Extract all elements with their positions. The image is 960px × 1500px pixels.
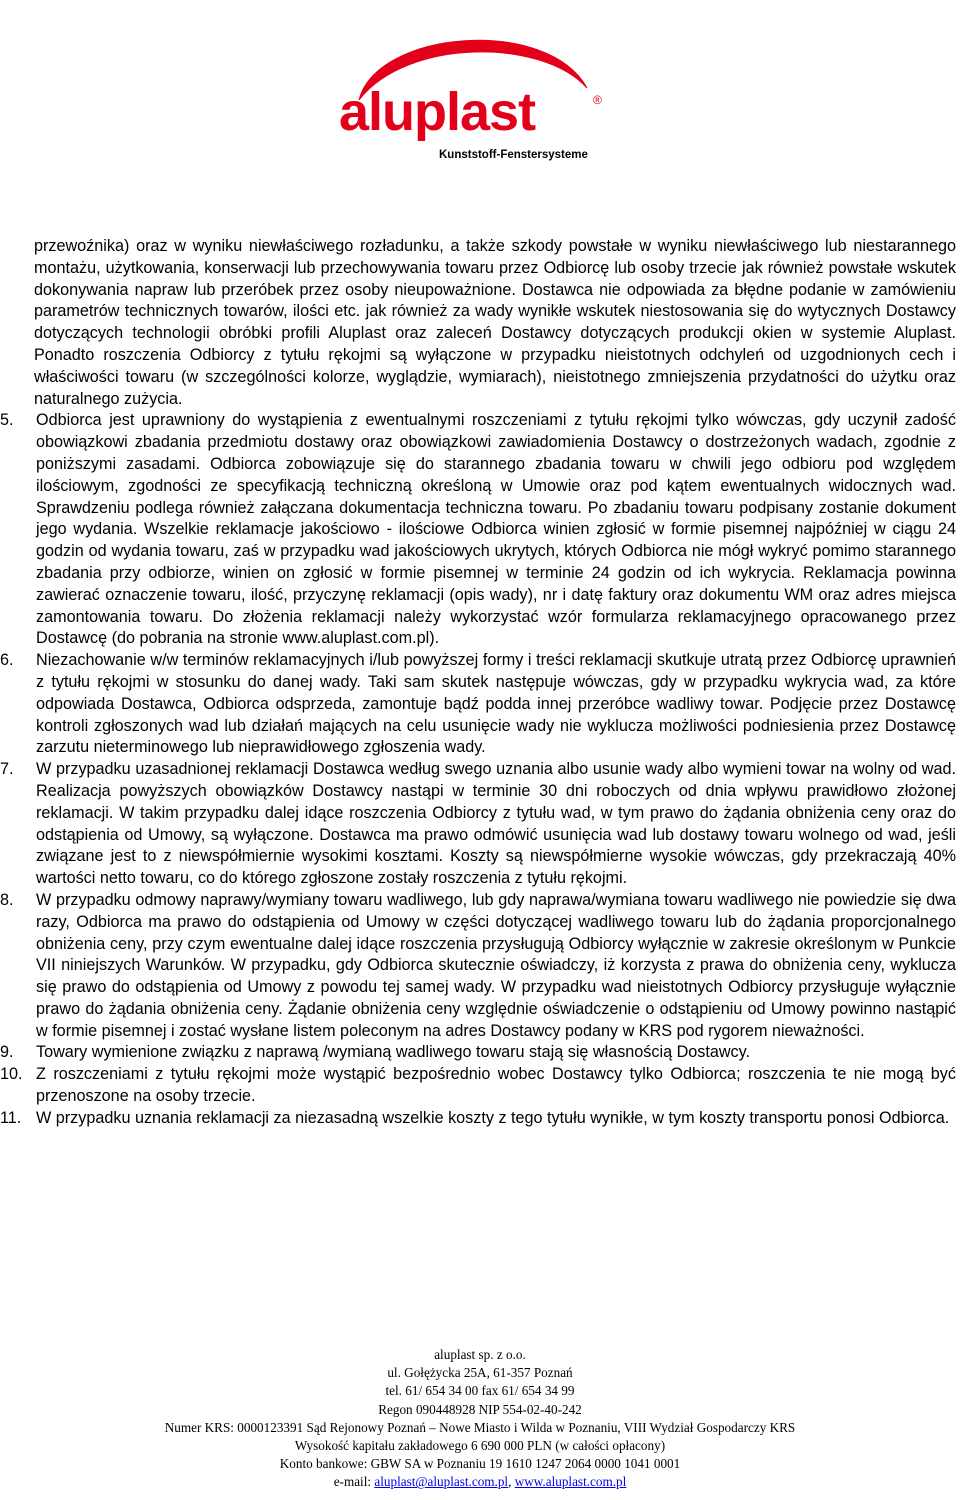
footer-contact <box>0 1473 960 1491</box>
list-item <box>0 890 956 1043</box>
item-number: 7. <box>0 760 14 779</box>
item-text: Niezachowanie w/w terminów reklamacyjnych i/lub powyższej formy i treści reklamacji skutkuje utratą przez Odbiorcę uprawnień z tytułu rękojmi w stosunku do danej wady. Taki sam skutek następuje wówczas, gdy w przypadku wykrycia wad, za które odpowiada Dostawca, Odbiorca odsprzeda, zamontuje bądź podda innej przeróbce wadliwy towar. Podjęcie przez Dostawcę kontroli zgłoszonych wad lub działań mających na celu usunięcie wady nie wyklucza możliwości podniesienia przez Dostawcę zarzutu nieterminowego lub nieprawidłowego zgłoszenia wady. <box>36 651 956 757</box>
list-item <box>0 1064 956 1108</box>
aluplast-logo <box>337 8 607 168</box>
item-number: 10. <box>0 1065 23 1084</box>
item-number: 5. <box>0 411 14 430</box>
item-number: 9. <box>0 1043 14 1062</box>
list-item <box>0 410 956 650</box>
item-text: W przypadku odmowy naprawy/wymiany towaru wadliwego, lub gdy naprawa/wymiana towaru wadliwego nie powiedzie się dwa razy, Odbiorca ma prawo do odstąpienia od Umowy w części dotyczącej wadliwego towaru lub do żądania proporcjonalnego obniżenia ceny, przy czym ewentualne dalej idące roszczenia przysługują Odbiorcy wyłącznie w zakresie określonym w Punkcie VII niniejszych Warunków. W przypadku, gdy Odbiorca skutecznie oświadczy, iż korzysta z prawa do obniżenia ceny, wyklucza się prawo do odstąpienia od Umowy z powodu tej samej wady. W przypadku wad nieistotnych Odbiorcy przysługuje wyłącznie prawo do żądania obniżenia ceny. Żądanie obniżenia ceny względnie oświadczenie o odstąpieniu od Umowy powinno nastąpić w formie pisemnej i zostać wysłane listem poleconym na adres Dostawcy podany w KRS pod rygorem nieważności. <box>36 890 956 1040</box>
list-item <box>0 650 956 759</box>
company-footer <box>0 1346 960 1492</box>
footer-bank-account: Konto bankowe: GBW SA w Poznaniu 19 1610 1247 2064 0000 1041 0001 <box>279 1456 681 1472</box>
footer-address: ul. Gołężycka 25A, 61-357 Poznań <box>387 1365 573 1381</box>
logo-subtitle: Kunststoff-Fenstersysteme <box>439 149 588 161</box>
footer-email-label: e-mail: <box>333 1474 375 1490</box>
list-item <box>0 759 956 890</box>
footer-phone: tel. 61/ 654 34 00 fax 61/ 654 34 99 <box>385 1383 575 1399</box>
footer-krs: Numer KRS: 0000123391 Sąd Rejonowy Poznań – Nowe Miasto i Wilda w Poznaniu, VIII Wydział Gospodarczy KRS <box>164 1419 796 1435</box>
item-text: W przypadku uznania reklamacji za niezasadną wszelkie koszty z tego tytułu wynikłe, w tym koszty transportu ponosi Odbiorca. <box>36 1108 950 1127</box>
footer-regon-nip: Regon 090448928 NIP 554-02-40-242 <box>378 1401 582 1417</box>
item-text: W przypadku uzasadnionej reklamacji Dostawca według swego uznania albo usunie wady albo wymieni towar na wolny od wad. Realizacja powyższych obowiązków Dostawcy nastąpi w terminie 30 dni roboczych od dnia wpływu prawidłowo złożonej reklamacji. W takim przypadku dalej idące roszczenia Odbiorcy z tytułu wad, w tym prawo do żądania obniżenia ceny oraz do odstąpienia od Umowy, są wyłączone. Dostawca ma prawo odmówić usunięcia wad lub dostawy towaru wolnego od wad, jeśli związane jest to z niewspółmiernie wysokimi kosztami. Koszty są niewspółmierne wysokie wówczas, gdy przekraczają 40% wartości netto towaru, co do którego zgłoszone zostały roszczenia z tytułu rękojmi. <box>36 760 956 888</box>
aluplast-logo-graphic <box>337 8 607 168</box>
item-text: Z roszczeniami z tytułu rękojmi może wystąpić bezpośrednio wobec Dostawcy tylko Odbiorca; roszczenia te nie mogą być przenoszone na osoby trzecie. <box>36 1065 956 1106</box>
list-item <box>0 1042 956 1064</box>
item-number: 8. <box>0 890 14 909</box>
footer-email-link[interactable]: aluplast@aluplast.com.pl <box>374 1474 509 1490</box>
item-text: Odbiorca jest uprawniony do wystąpienia z ewentualnymi roszczeniami z tytułu rękojmi tylko wówczas, gdy uczynił zadość obowiązkowi zbadania przedmiotu dostawy oraz obowiązkowi zawiadomienia Dostawcy o dostrzeżonych wadach, zgodnie z poniższymi zasadami. Odbiorca zobowiązuje się do starannego zbadania towaru w chwili jego odbioru pod względem ilościowym, zgodności ze specyfikacją techniczną określoną w Umowie oraz pod kątem ewentualnych widocznych wad. Sprawdzeniu podlega również załączana dokumentacja techniczna towaru. Po zbadaniu towaru podpisany zostanie dokument jego wydania. Wszelkie reklamacje jakościowo - ilościowe Odbiorca winien zgłosić w formie pisemnej najpóźniej w ciągu 24 godzin od wydania towaru, zaś w przypadku wad jakościowych ukrytych, których Odbiorca nie mógł wykryć pomimo starannego zbadania przy odbiorze, winien on zgłosić w formie pisemnej w terminie 24 godzin od ich wykrycia. Reklamacja powinna zawierać oznaczenie towaru, ilość, przyczynę reklamacji (opis wady), nr i datę faktury oraz dokumentu WM oraz adres miejsca zamontowania towaru. Do złożenia reklamacji należy wykorzystać wzór formularza reklamacyjnego opracowanego przez Dostawcę (do pobrania na stronie www.aluplast.com.pl). <box>36 411 956 648</box>
item-number: 11. <box>0 1108 22 1127</box>
intro-paragraph: przewoźnika) oraz w wyniku niewłaściwego rozładunku, a także szkody powstałe w wyniku niewłaściwego lub niestarannego montażu, użytkowania, konserwacji lub przechowywania towaru przez Odbiorcę lub osoby trzecie jak również powstałe wskutek dokonywania napraw lub przeróbek przez osoby nieupoważnione. Dostawca nie odpowiada za błędne podanie w zamówieniu parametrów technicznych towarów, ilości etc. jak również za wady wynikłe wskutek niestosowania się do wytycznych Dostawcy dotyczących technologii obróbki profili Aluplast oraz zaleceń Dostawcy dotyczących produkcji okien w systemie Aluplast. Ponadto roszczenia Odbiorcy z tytułu rękojmi są wyłączone w przypadku nieistotnych odchyleń od uzgodnionych cech i właściwości towaru (w szczególności kolorze, wyglądzie, wymiarach), nieistotnego zmniejszenia przydatności do użytku oraz naturalnego zużycia. <box>34 237 956 408</box>
item-number: 6. <box>0 651 14 670</box>
logo-brand-text: aluplast <box>339 82 536 142</box>
terms-body <box>0 236 956 1130</box>
logo-registered-mark: ® <box>593 93 602 107</box>
footer-separator: , <box>508 1474 515 1490</box>
footer-capital: Wysokość kapitału zakładowego 6 690 000 PLN (w całości opłacony) <box>294 1438 666 1454</box>
footer-website-link[interactable]: www.aluplast.com.pl <box>514 1474 627 1490</box>
list-item <box>0 1108 956 1130</box>
footer-company-name: aluplast sp. z o.o. <box>434 1347 526 1362</box>
item-text: Towary wymienione związku z naprawą /wymianą wadliwego towaru stają się własnością Dostawcy. <box>36 1043 751 1062</box>
